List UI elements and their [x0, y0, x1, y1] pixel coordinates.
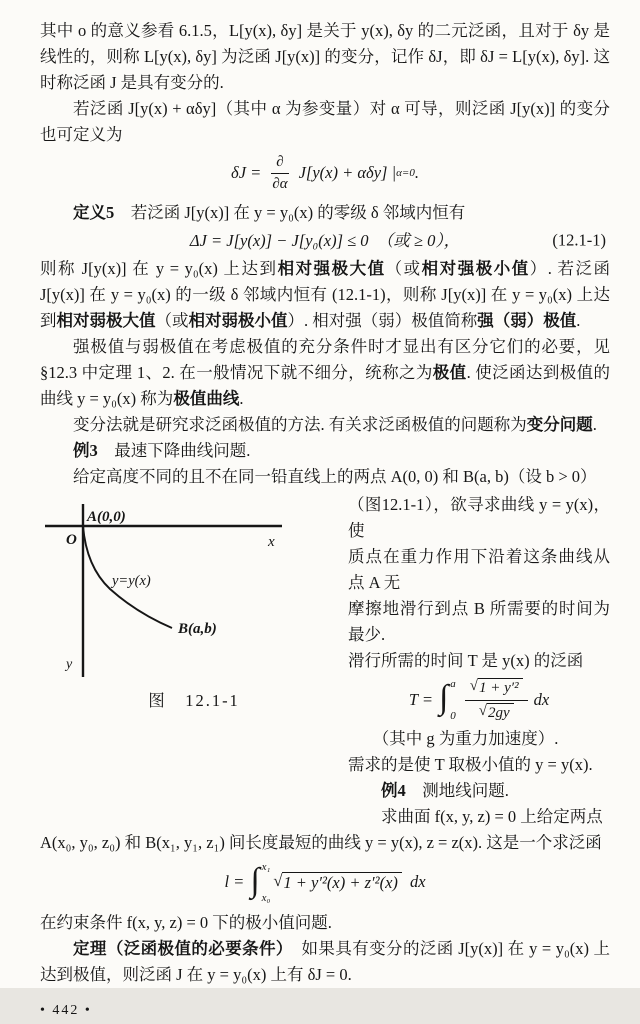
bold-term: 变分问题 — [526, 415, 593, 435]
text-segment: ）. 相对强（弱）极值简称 — [287, 311, 478, 331]
paragraph-variational-method — [40, 412, 610, 438]
y-axis-label: y — [66, 657, 73, 673]
bold-term: 强（弱）极值 — [477, 311, 577, 331]
paragraph-text: 给定高度不同的且不在同一铅直线上的两点 A(0, 0) 和 B(a, b)（设 b > 0） — [73, 467, 597, 487]
text-segment: . — [239, 389, 244, 409]
radicand: 2gy — [487, 703, 514, 722]
equation-number: (12.1-1) — [552, 230, 606, 250]
text-segment: （或 — [385, 259, 422, 279]
origin-label: O — [66, 532, 77, 549]
fraction-numerator: ∂ — [271, 154, 288, 174]
paragraph-variation-alt-def — [40, 96, 610, 148]
lower-limit: 0 — [450, 709, 456, 722]
formula-body: ΔJ = J[y(x)] − J[y₀(x)] ≤ 0 （或 ≥ 0）， — [189, 230, 461, 250]
line: 质点在重力作用下沿着这条曲线从点 A 无 — [348, 547, 610, 593]
text-segment: 变分法就是研究求泛函极值的方法. 有关求泛函极值的问题称为 — [73, 415, 527, 435]
lower-limit: x₀ — [261, 892, 271, 905]
theorem-label: 定理（泛函极值的必要条件） — [73, 938, 285, 958]
text-segment: 强极值与弱极值在考虑极值的充分条件时才显出有区分它们的必要，见 §12.3 中定理 1、2. 在一般情况下就不细分，统称之为 — [40, 337, 610, 383]
paragraph-geodesic — [40, 830, 610, 856]
line: 需求的是使 T 取极小值的 y = y(x). — [348, 754, 593, 774]
line: （其中 g 为重力加速度）. — [372, 728, 559, 748]
formula-time-functional — [348, 678, 610, 722]
integral-sign-group — [439, 679, 456, 721]
radical-sign: √ — [469, 678, 479, 695]
text-segment: . — [576, 311, 581, 331]
fraction-denominator — [474, 701, 519, 722]
paragraph-text: A(x₀, y₀, z₀) 和 B(x₁, y₁, z₁) 间长度最短的曲线 y = y(x), z = z(x). 这是一个求泛函 — [40, 832, 602, 852]
formula-variation-derivative — [40, 154, 610, 194]
fraction-numerator — [465, 678, 528, 700]
radical — [470, 678, 523, 697]
point-a-label: A(0,0) — [87, 509, 126, 526]
figure-and-text-row — [40, 492, 610, 830]
paragraph-extrema-naming — [40, 334, 610, 412]
formula-arc-length — [40, 862, 610, 904]
evaluation-subscript: α=0 — [396, 167, 415, 180]
definition-5 — [40, 200, 610, 226]
example-3-heading — [40, 438, 610, 464]
example-4-label: 例4 — [381, 780, 406, 800]
example-4-heading — [348, 778, 610, 804]
x-axis-label: x — [268, 534, 275, 551]
radical-sign: √ — [273, 871, 283, 891]
integral-limits — [450, 679, 456, 721]
paragraph-variation-intro — [40, 18, 610, 96]
formula-body: J[y(x) + αδy] | — [298, 163, 397, 183]
upper-limit: x₁ — [261, 860, 271, 873]
theorem-necessary-condition — [40, 936, 610, 988]
radicand: 1 + y′²(x) + z′²(x) — [282, 872, 402, 893]
formula-period: . — [414, 163, 419, 183]
bold-term: 相对弱极大值 — [56, 311, 156, 331]
text-segment: . 使泛函达到极值的曲线 y = y₀(x) 称为 — [40, 363, 611, 409]
text-segment: 则称 J[y(x)] 在 y = y₀(x) 上达到 — [40, 259, 278, 279]
text-segment: . — [592, 415, 597, 435]
bold-term: 相对强极小值 — [421, 259, 530, 279]
line: 摩擦地滑行到点 B 所需要的时间为最少. — [348, 599, 610, 645]
paragraph-text: 在约束条件 f(x, y, z) = 0 下的极小值问题. — [40, 912, 332, 932]
radical — [273, 872, 402, 893]
fraction-time-integrand — [465, 678, 528, 722]
upper-limit: a — [450, 678, 456, 691]
paragraph-text: 若泛函 J[y(x) + αδy]（其中 α 为参变量）对 α 可导，则泛函 J[y(x)] 的变分也可定义为 — [40, 99, 610, 144]
radical-sign: √ — [478, 702, 487, 719]
paragraph-text: 其中 o 的意义参看 6.1.5，L[y(x), δy] 是关于 y(x), δy 的二元泛函，且对于 δy 是线性的，则称 L[y(x), δy] 为泛函 J[y(x)] 的变分，记作 δJ，即 δJ = L[y(x), δy]. 这时称泛函 J 是具有变分的. — [40, 21, 610, 92]
differential: dx — [533, 689, 550, 709]
differential: dx — [409, 872, 426, 892]
bold-term: 极值 — [432, 363, 467, 383]
point-b-label: B(a,b) — [178, 621, 217, 638]
bold-term: 相对强极大值 — [277, 259, 386, 279]
figure-12-1-1 — [40, 492, 348, 830]
definition-5-label: 定义5 — [73, 202, 115, 222]
fraction-denominator: ∂α — [272, 176, 288, 193]
definition-5-text: 若泛函 J[y(x)] 在 y = y₀(x) 的零级 δ 邻域内恒有 — [114, 202, 466, 222]
integral-icon: ∫ — [438, 678, 449, 716]
fraction-partial-alpha — [267, 154, 292, 194]
formula-lhs: T = — [408, 689, 433, 709]
formula-12-1-1 — [40, 232, 610, 251]
text-segment: ）. 若泛函 J[y(x)] 在 y = y₀(x) 的一级 δ 邻域内恒有 (12.1-1)，则称 J[y(x)] 在 y = y₀(x) 上达到 — [40, 259, 611, 331]
right-text-column — [348, 492, 610, 830]
brachistochrone-figure — [40, 498, 336, 684]
curve-label: y=y(x) — [112, 573, 151, 590]
formula-lhs: δJ = — [231, 163, 262, 183]
bold-term: 极值曲线 — [173, 389, 240, 409]
paragraph-constraint — [40, 910, 610, 936]
example-3-title: 最速下降曲线问题. — [97, 441, 251, 461]
theorem-text: 如果具有变分的泛函 J[y(x)] 在 y = y₀(x) 上达到极值，则泛函 J 在 y = y₀(x) 上有 δJ = 0. — [40, 938, 611, 984]
paragraph-strong-weak-extrema — [40, 256, 610, 334]
paragraph-brachistochrone-setup — [40, 464, 610, 490]
example-4-title: 测地线问题. — [405, 780, 509, 800]
line: （图12.1-1），欲寻求曲线 y = y(x)，使 — [348, 495, 610, 541]
integral-sign-group — [250, 862, 270, 904]
radicand: 1 + y′² — [478, 678, 523, 697]
integral-limits — [262, 862, 271, 904]
figure-caption: 图 12.1-1 — [148, 691, 240, 711]
integral-icon: ∫ — [250, 861, 260, 899]
line: 滑行所需的时间 T 是 y(x) 的泛函 — [348, 651, 584, 671]
example-3-label: 例3 — [73, 441, 98, 461]
bold-term: 相对弱极小值 — [188, 311, 288, 331]
line: 求曲面 f(x, y, z) = 0 上给定两点 — [381, 806, 603, 826]
text-segment: （或 — [155, 311, 189, 331]
page-number: • 442 • — [40, 1002, 92, 1018]
radical — [479, 703, 514, 722]
formula-lhs: l = — [224, 872, 245, 892]
